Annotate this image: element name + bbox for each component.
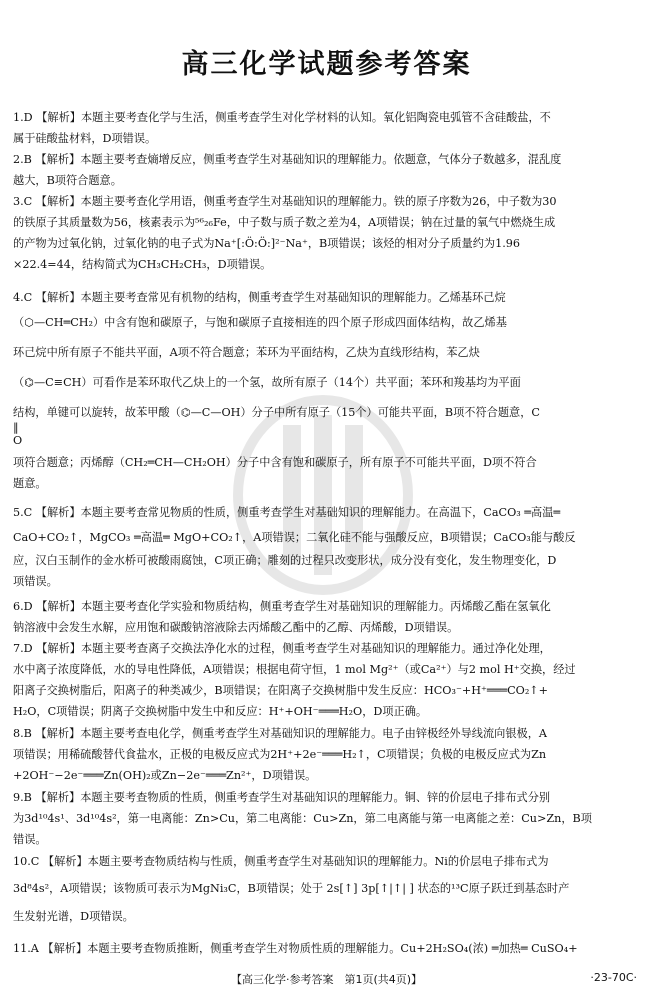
- q11-line-1: 11.A 【解析】本题主要考查物质推断，侧重考查学生对物质性质的理解能力。Cu+2H₂SO₄(浓) ═加热═ CuSO₄+: [13, 942, 578, 955]
- question-10: [13, 851, 639, 927]
- q9-line-1: 9.B 【解析】本题主要考查物质的性质，侧重考查学生对基础知识的理解能力。铜、锌的价层电子排布式分别: [13, 791, 551, 804]
- q2-line-1: 2.B 【解析】本题主要考查熵增反应，侧重考查学生对基础知识的理解能力。依题意，气体分子数越多，混乱度: [13, 153, 562, 166]
- footer-page-info: 【高三化学·参考答案 第1页(共4页)】: [230, 973, 423, 986]
- q3-line-4: ×22.4=44，结构简式为CH₃CH₂CH₃，D项错误。: [13, 258, 272, 271]
- q4-line-3: 环己烷中所有原子不能共平面，A项不符合题意；苯环为平面结构，乙炔为直线形结构，苯乙炔: [13, 346, 480, 359]
- q4-line-7: O: [13, 434, 23, 447]
- q6-line-2: 钠溶液中会发生水解，应用饱和碳酸钠溶液除去丙烯酸乙酯中的乙醇、丙烯酸，D项错误。: [13, 621, 459, 634]
- q8-line-2: 项错误；用稀硫酸替代食盐水，正极的电极反应式为2H⁺+2e⁻═══H₂↑，C项错误；负极的电极反应式为Zn: [13, 748, 547, 761]
- q2-line-2: 越大，B项符合题意。: [13, 174, 122, 187]
- question-2: [13, 149, 639, 191]
- q8-line-1: 8.B 【解析】本题主要考查电化学，侧重考查学生对基础知识的理解能力。电子由锌极经外导线流向银极，A: [13, 727, 547, 740]
- q9-line-3: 错误。: [13, 833, 47, 846]
- page-title: 高三化学试题参考答案: [181, 49, 472, 80]
- question-7: [13, 638, 639, 722]
- q8-line-3: +2OH⁻−2e⁻═══Zn(OH)₂或Zn−2e⁻═══Zn²⁺，D项错误。: [13, 769, 317, 782]
- q9-line-2: 为3d¹⁰4s¹、3d¹⁰4s²，第一电离能：Zn>Cu，第二电离能：Cu>Zn，第二电离能与第一电离能之差：Cu>Zn，B项: [13, 812, 592, 825]
- q6-line-1: 6.D 【解析】本题主要考查化学实验和物质结构，侧重考查学生对基础知识的理解能力。丙烯酸乙酯在氢氧化: [13, 600, 551, 613]
- q7-line-1: 7.D 【解析】本题主要考查离子交换法净化水的过程，侧重考查学生对基础知识的理解能力。通过净化处理，: [13, 642, 551, 655]
- q3-line-1: 3.C 【解析】本题主要考查化学用语，侧重考查学生对基础知识的理解能力。铁的原子序数为26，中子数为30: [13, 195, 557, 208]
- q7-line-4: H₂O，C项错误；阴离子交换树脂中发生中和反应：H⁺+OH⁻═══H₂O，D项正确。: [13, 705, 428, 718]
- q5-line-4: 项错误。: [13, 575, 58, 588]
- question-4: [13, 287, 639, 494]
- q4-line-4: （⌬—C≡CH）可看作是苯环取代乙炔上的一个氢，故所有原子（14个）共平面；苯环和羧基均为平面: [13, 376, 521, 389]
- question-1: [13, 107, 639, 149]
- q4-line-6: ‖: [13, 422, 19, 434]
- q4-line-2: （⬡—CH═CH₂）中含有饱和碳原子，与饱和碳原子直接相连的四个原子形成四面体结构，故乙烯基: [13, 316, 507, 329]
- q10-line-3: 生发射光谱，D项错误。: [13, 910, 134, 923]
- question-6: [13, 596, 639, 638]
- q3-line-3: 的产物为过氧化钠，过氧化钠的电子式为Na⁺[:Ö:Ö:]²⁻Na⁺，B项错误；该烃的相对分子质量约为1.96: [13, 237, 521, 250]
- q4-line-9: 题意。: [13, 477, 47, 490]
- question-3: [13, 191, 639, 275]
- q4-line-8: 项符合题意；丙烯醇（CH₂═CH—CH₂OH）分子中含有饱和碳原子，所有原子不可能共平面，D项不符合: [13, 456, 537, 469]
- question-11: [13, 938, 639, 959]
- question-9: [13, 787, 639, 850]
- question-8: [13, 723, 639, 786]
- q10-line-1: 10.C 【解析】本题主要考查物质结构与性质，侧重考查学生对基础知识的理解能力。Ni的价层电子排布式为: [13, 855, 549, 868]
- question-5: [13, 500, 639, 592]
- footer-code: ·23-70C·: [590, 971, 637, 984]
- q4-line-1: 4.C 【解析】本题主要考查常见有机物的结构，侧重考查学生对基础知识的理解能力。乙烯基环己烷: [13, 291, 506, 304]
- q4-line-5: 结构，单键可以旋转，故苯甲酸（⌬—C—OH）分子中所有原子（15个）可能共平面，B项不符合题意，C: [13, 406, 540, 419]
- q5-line-3: 应，汉白玉制作的金水桥可被酸雨腐蚀，C项正确；雕刻的过程只改变形状，成分没有变化，发生物理变化，D: [13, 554, 557, 567]
- q1-line-1: 1.D 【解析】本题主要考查化学与生活，侧重考查学生对化学材料的认知。氧化铝陶瓷电弧管不含硅酸盐，不: [13, 111, 551, 124]
- q3-line-2: 的铁原子其质量数为56，核素表示为⁵⁶₂₆Fe，中子数与质子数之差为4，A项错误；钠在过量的氧气中燃烧生成: [13, 216, 556, 229]
- q7-line-3: 阳离子交换树脂后，阳离子的种类减少，B项错误；在阳离子交换树脂中发生反应：HCO₃⁻+H⁺═══CO₂↑+: [13, 684, 549, 697]
- q1-line-2: 属于硅酸盐材料，D项错误。: [13, 132, 157, 145]
- q10-line-2: 3d⁸4s²，A项错误；该物质可表示为MgNi₃C，B项错误；处于 2s[↑] 3p[↑|↑| ] 状态的¹³C原子跃迁到基态时产: [13, 882, 570, 895]
- q5-line-1: 5.C 【解析】本题主要考查常见物质的性质，侧重考查学生对基础知识的理解能力。在高温下，CaCO₃ ═高温═: [13, 506, 561, 519]
- q7-line-2: 水中离子浓度降低，水的导电性降低，A项错误；根据电荷守恒，1 mol Mg²⁺（或Ca²⁺）与2 mol H⁺交换，经过: [13, 663, 576, 676]
- q5-line-2: CaO+CO₂↑，MgCO₃ ═高温═ MgO+CO₂↑，A项错误；二氧化硅不能与强酸反应，B项错误；CaCO₃能与酸反: [13, 531, 576, 544]
